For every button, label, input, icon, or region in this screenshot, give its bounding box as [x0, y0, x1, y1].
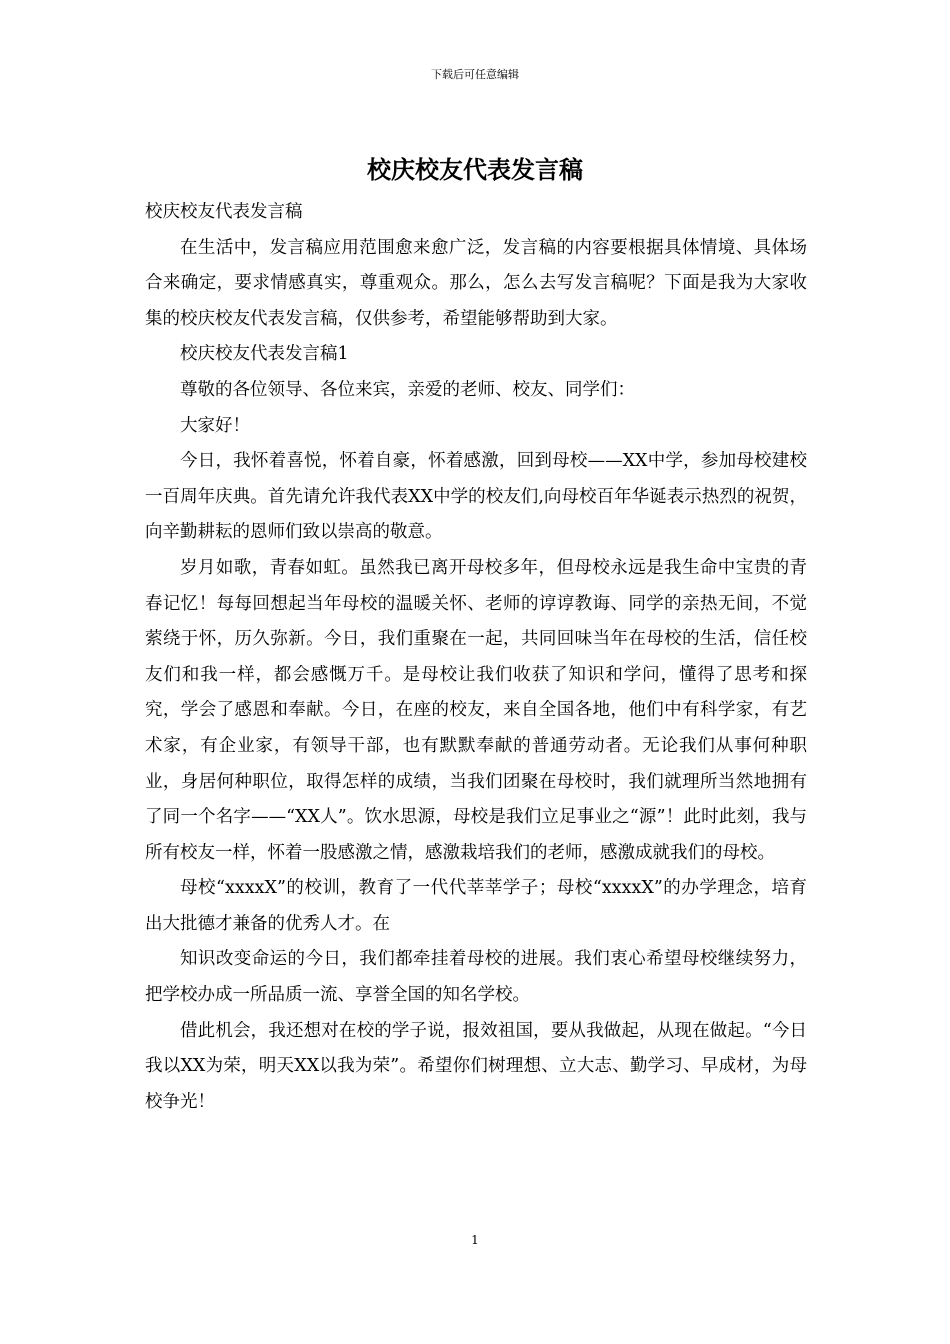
body-paragraph: 知识改变命运的今日，我们都牵挂着母校的进展。我们衷心希望母校继续努力，把学校办成一所品质一流、享誉全国的知名学校。 — [145, 949, 807, 1006]
body-paragraph: 借此机会，我还想对在校的学子说，报效祖国，要从我做起，从现在做起。“今日我以XX为荣，明天XX以我为荣”。希望你们树理想、立大志、勤学习、早成材，为母校争光！ — [145, 1020, 807, 1112]
document-title: 校庆校友代表发言稿 — [367, 155, 583, 184]
body-paragraph: 母校“xxxxX”的校训，教育了一代代莘莘学子；母校“xxxxX”的办学理念，培育出大批德才兼备的优秀人才。在 — [145, 878, 807, 934]
salutation: 尊敬的各位领导、各位来宾，亲爱的老师、校友、同学们： — [180, 379, 635, 400]
speech-heading: 校庆校友代表发言稿1 — [180, 344, 349, 365]
page-number: 1 — [471, 1233, 479, 1247]
body-paragraph: 岁月如歌，青春如虹。虽然我已离开母校多年，但母校永远是我生命中宝贵的青春记忆！每每回想起当年母校的温暖关怀、老师的谆谆教诲、同学的亲热无间，不觉萦绕于怀，历久弥新。今日，我们重聚在一起，共同回味当年在母校的生活，信任校友们和我一样，都会感慨万千。是母校让我们收获了知识和学问，懂得了思考和探究，学会了感恩和奉献。今日，在座的校友，来自全国各地，他们中有科学家，有艺术家，有企业家，有领导干部，也有默默奉献的普通劳动者。无论我们从事何种职业，身居何种职位，取得怎样的成绩，当我们团聚在母校时，我们就理所当然地拥有了同一个名字——“XX人”。饮水思源，母校是我们立足事业之“源”！此时此刻，我与所有校友一样，怀着一股感激之情，感激栽培我们的老师，感激成就我们的母校。 — [145, 557, 807, 863]
document-body — [145, 195, 807, 1120]
intro-paragraph: 在生活中，发言稿应用范围愈来愈广泛，发言稿的内容要根据具体情境、具体场合来确定，要求情感真实，尊重观众。那么，怎么去写发言稿呢？下面是我为大家收集的校庆校友代表发言稿，仅供参考，希望能够帮助到大家。 — [145, 237, 807, 329]
greeting: 大家好！ — [180, 415, 250, 436]
body-paragraph: 今日，我怀着喜悦，怀着自豪，怀着感激，回到母校——XX中学，参加母校建校一百周年庆典。首先请允许我代表XX中学的校友们,向母校百年华诞表示热烈的祝贺，向辛勤耕耘的恩师们致以崇高的敬意。 — [145, 451, 807, 543]
subtitle-paragraph: 校庆校友代表发言稿 — [145, 202, 303, 222]
header-note: 下载后可任意编辑 — [431, 68, 519, 81]
